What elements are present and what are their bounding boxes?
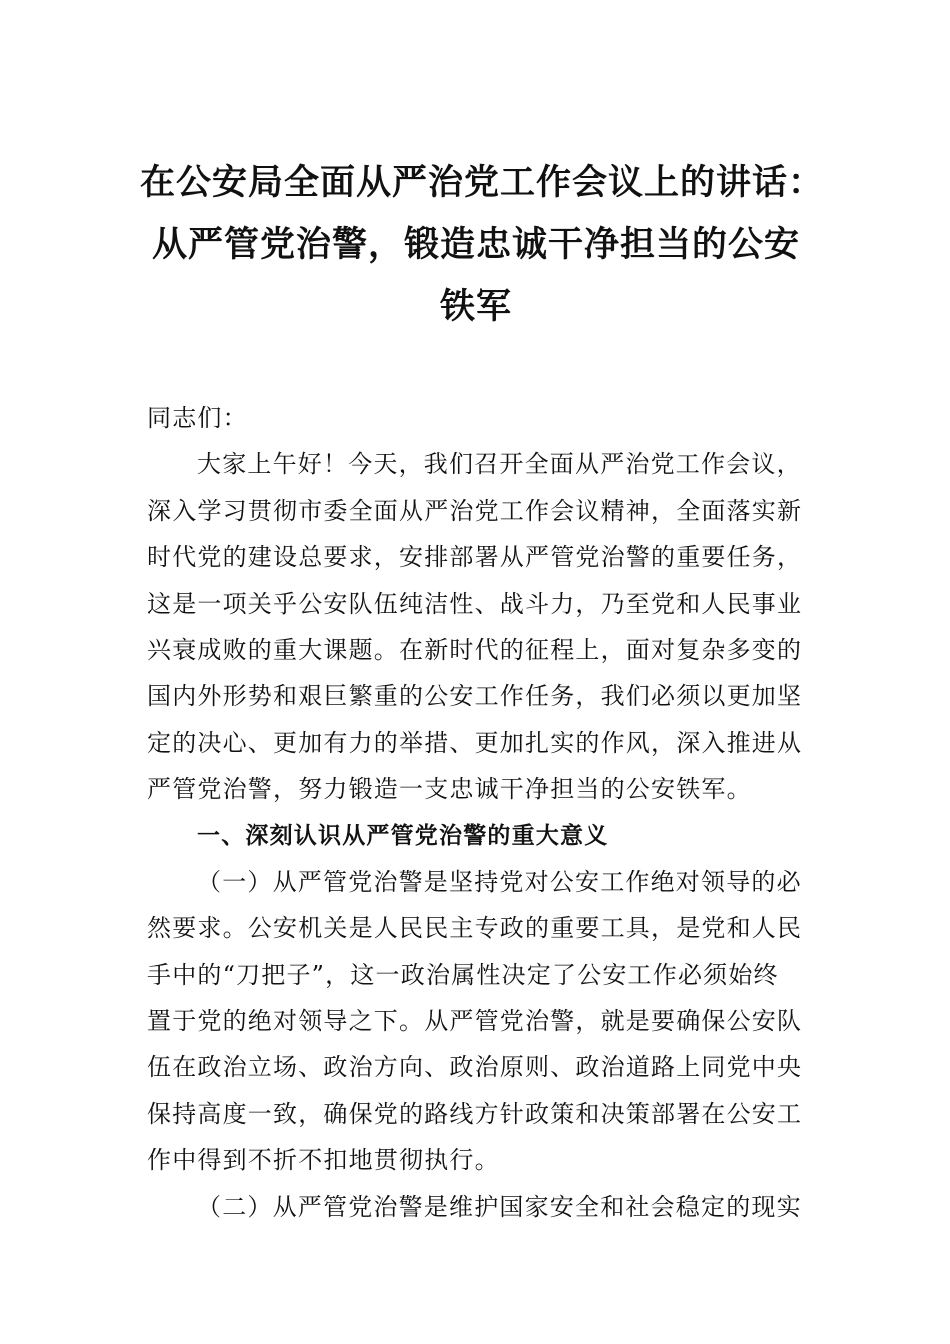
paragraph-line: 定的决心、更加有力的举措、更加扎实的作风，深入推进从 <box>147 728 803 757</box>
paragraph-line: （一）从严管党治警是坚持党对公安工作绝对领导的必 <box>197 867 802 896</box>
paragraph-line: 这是一项关乎公安队伍纯洁性、战斗力，乃至党和人民事业 <box>147 589 803 618</box>
paragraph-line: 保持高度一致，确保党的路线方针政策和决策部署在公安工 <box>147 1099 803 1128</box>
paragraph-line: 兴衰成败的重大课题。在新时代的征程上，面对复杂多变的 <box>147 635 803 664</box>
paragraph-line: 伍在政治立场、政治方向、政治原则、政治道路上同党中央 <box>147 1053 803 1082</box>
document-body <box>147 395 809 1230</box>
paragraph-line: 深入学习贯彻市委全面从严治党工作会议精神，全面落实新 <box>147 496 803 525</box>
document-title <box>140 152 825 338</box>
salutation: 同志们： <box>147 404 248 432</box>
paragraph-line: 作中得到不折不扣地贯彻执行。 <box>147 1146 500 1175</box>
paragraph-line: 然要求。公安机关是人民民主专政的重要工具，是党和人民 <box>147 914 803 943</box>
paragraph-line: 手中的“刀把子”，这一政治属性决定了公安工作必须始终 <box>147 960 779 989</box>
title-line: 从严管党治警，锻造忠诚干净担当的公安 <box>151 225 800 265</box>
paragraph-line: （二）从严管党治警是维护国家安全和社会稳定的现实 <box>197 1192 802 1221</box>
paragraph-line: 大家上午好！今天，我们召开全面从严治党工作会议， <box>197 450 802 479</box>
paragraph-line: 严管党治警，努力锻造一支忠诚干净担当的公安铁军。 <box>147 775 752 804</box>
paragraph-line: 置于党的绝对领导之下。从严管党治警，就是要确保公安队 <box>147 1007 803 1036</box>
title-line: 铁军 <box>439 287 512 327</box>
paragraph-line: 国内外形势和艰巨繁重的公安工作任务，我们必须以更加坚 <box>147 682 803 711</box>
paragraph-line: 时代党的建设总要求，安排部署从严管党治警的重要任务， <box>147 543 803 572</box>
title-line: 在公安局全面从严治党工作会议上的讲话： <box>140 163 825 203</box>
section-heading: 一、深刻认识从严管党治警的重大意义 <box>197 822 609 849</box>
